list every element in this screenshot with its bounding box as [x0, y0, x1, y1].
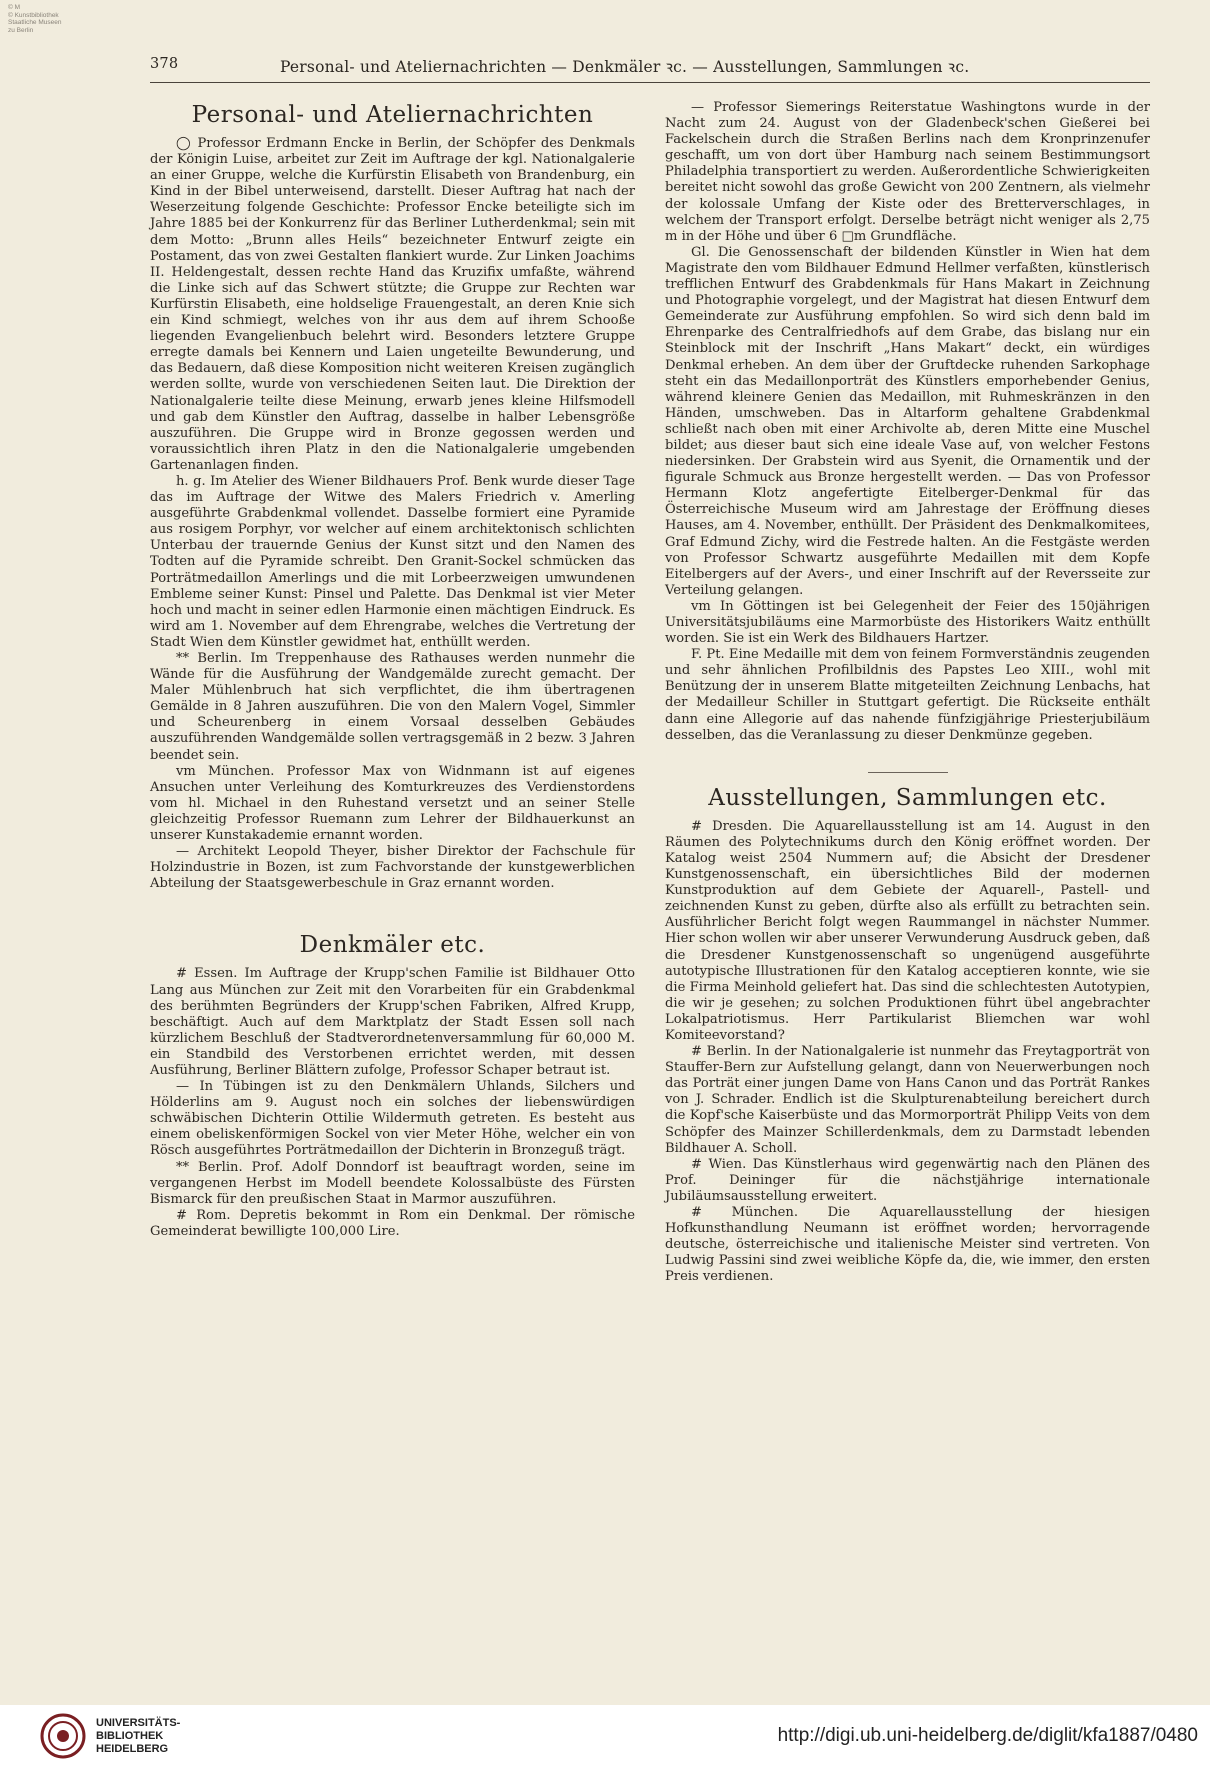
library-name: [96, 1717, 180, 1756]
article-paragraph: Gl. Die Genossenschaft der bildenden Künstler in Wien hat dem Magistrate den vom Bildhauer Edmund Hellmer verfaßten, künstlerisch trefflichen Entwurf des Grabdenkmals für Hans Makart in Zeichnung und Photographie vorgelegt, und der Magistrat hat diesen Entwurf dem Gemeinderate zur Ausführung empfohlen. So wird sich denn bald im Ehrenparke des Centralfriedhofs auf dem Grabe, das bislang nur ein Steinblock mit der Inschrift „Hans Makart“ deckt, ein würdiges Denkmal erheben. An dem über der Gruftdecke ruhenden Sarkophage steht ein das Medaillonporträt des Künstlers emporhebender Genius, während kleinere Genien das Medaillon, mit Ruhmeskränzen in den Händen, umschweben. Das in Altarform gehaltene Grabdenkmal schließt nach oben mit einer Archivolte ab, deren Mitte eine Muschel bildet; aus dieser baut sich eine ideale Vase auf, von welcher Festons niedersinken. Der Grabstein wird aus Syenit, die Ornamentik und der figurale Schmuck aus Bronze hergestellt werden. — Das von Professor Hermann Klotz angefertigte Eitelberger-Denkmal für das Österreichische Museum wird am Jahrestage der Eröffnung dieses Hauses, am 4. November, enthüllt. Der Präsident des Denkmalkomitees, Graf Edmund Zichy, wird die Festrede halten. An die Festgäste werden von Professor Schwartz ausgeführte Medaillen mit dem Kopfe Eitelbergers auf der Avers-, und einer Inschrift auf der Reversseite zur Verteilung gelangen.: [665, 244, 1150, 598]
stamp-line: Staatliche Museen: [8, 19, 62, 26]
article-paragraph: h. g. Im Atelier des Wiener Bildhauers Prof. Benk wurde dieser Tage das im Auftrage der Witwe des Malers Friedrich v. Amerling ausgeführte Grabdenkmal vollendet. Dasselbe formiert eine Pyramide aus rosigem Porphyr, vor welcher auf einem architektonisch schlichten Unterbau der trauernde Genius der Kunst sitzt und den Namen des Todten auf die Pyramide schreibt. Den Granit-Sockel schmücken das Porträtmedaillon Amerlings und die mit Lorbeerzweigen umwundenen Embleme seiner Kunst: Pinsel und Palette. Das Denkmal ist vier Meter hoch und macht in seiner edlen Harmonie einen mächtigen Eindruck. Es wird am 1. November auf dem Ehrengrabe, welches die Vertretung der Stadt Wien dem Künstler gewidmet hat, enthüllt werden.: [150, 473, 635, 650]
section-heading-personal: Personal- und Ateliernachrichten: [191, 102, 594, 128]
article-paragraph: — Professor Siemerings Reiterstatue Washingtons wurde in der Nacht zum 24. August von der Gladenbeck'schen Gießerei bei Fackelschein durch die Straßen Berlins nach dem Kronprinzenufer geschafft, um von dort über Hamburg nach seinem Bestimmungsort Philadelphia transportiert zu werden. Außerordentliche Schwierigkeiten bereitet nicht sowohl das große Gewicht von 200 Zentnern, als vielmehr der kolossale Umfang der Kiste oder des Bretterverschlages, in welchem der Transport erfolgt. Derselbe beträgt nicht weniger als 2,75 m in der Höhe und über 6 □m Grundfläche.: [665, 100, 1150, 244]
stamp-line: © Kunstbibliothek: [8, 11, 59, 19]
article-paragraph: # München. Die Aquarellausstellung der hiesigen Hofkunsthandlung Neumann ist eröffnet worden; hervorragende deutsche, österreichische und italienische Meister sind vertreten. Von Ludwig Passini sind zwei weibliche Köpfe da, die, wie immer, den ersten Preis verdienen.: [665, 1205, 1150, 1285]
university-seal-icon: [40, 1713, 86, 1759]
left-column: [150, 100, 635, 1240]
article-paragraph: F. Pt. Eine Medaille mit dem von feinem Formverständnis zeugenden und sehr ähnlichen Profilbildnis des Papstes Leo XIII., wohl mit Benützung der in unserem Blatte mitgeteilten Zeichnung Lenbachs, hat der Medailleur Schiller in Stuttgart gefertigt. Die Rückseite enthält dann eine Allegorie auf das nahende fünfzigjährige Priesterjubiläum desselben, das die Veranlassung zu dieser Denkmünze gegeben.: [665, 647, 1150, 743]
header-rule: [150, 82, 1150, 83]
stamp-line: zu Berlin: [8, 26, 34, 34]
article-paragraph: ◯ Professor Erdmann Encke in Berlin, der Schöpfer des Denkmals der Königin Luise, arbeitet zur Zeit im Auftrage der kgl. Nationalgalerie an einer Gruppe, welche die Kurfürstin Elisabeth von Brandenburg, ein Kind in der Bibel unterweisend, darstellt. Dieser Auftrag hat nach der Weserzeitung folgende Geschichte: Professor Encke beteiligte sich im Jahre 1885 bei der Konkurrenz für das Berliner Lutherdenkmal; sein mit dem Motto: „Brunn alles Heils“ bezeichneter Entwurf zeigte ein Postament, das von zwei Gestalten flankiert wurde. Zur Linken Joachims II. Heldengestalt, dessen rechte Hand das Kruzifix umfaßte, während die Linke sich auf das Schwert stützte; die Gruppe zur Rechten war Kurfürstin Elisabeth, eine holdselige Frauengestalt, an deren Knie sich ein Kind schmiegt, welches von ihr aus dem auf ihrem Schooße liegenden Evangelienbuch belehrt wird. Besonders letztere Gruppe erregte damals bei Kennern und Laien ungeteilte Bewunderung, und das Bedauern, daß diese Komposition nicht weiteren Kreisen zugänglich werden sollte, wurde von verschiedenen Seiten laut. Die Direktion der Nationalgalerie teilte diese Meinung, erwarb jenes kleine Hilfsmodell und gab dem Künstler den Auftrag, dasselbe in halber Lebensgröße auszuführen. Die Gruppe wird in Bronze gegossen werden und voraussichtlich ihren Platz in den die Nationalgalerie umgebenden Gartenanlagen finden.: [150, 136, 635, 473]
library-footer: [0, 1705, 1210, 1772]
article-paragraph: ** Berlin. Im Treppenhause des Rathauses werden nunmehr die Wände für die Ausführung der Wandgemälde zurecht gemacht. Der Maler Mühlenbruch hat sich verpflichtet, die ihm übertragenen Gemälde in 8 Jahren auszuführen. Die von den Malern Vogel, Simmler und Scheurenberg in einem Vorsaal desselben Gebäudes auszuführenden Wandgemälde sollen vertragsgemäß in 2 bezw. 3 Jahren beendet sein.: [150, 651, 635, 763]
article-paragraph: — In Tübingen ist zu den Denkmälern Uhlands, Silchers und Hölderlins am 9. August noch ein solches der liebenswürdigen schwäbischen Dichterin Ottilie Wildermuth getreten. Es besteht aus einem obeliskenförmigen Sockel von vier Meter Höhe, welcher ein von Rösch ausgeführtes Porträtmedaillon der Dichterin in Bronzeguß trägt.: [150, 1079, 635, 1159]
document-page: [150, 52, 1150, 1612]
library-name-line: HEIDELBERG: [96, 1743, 169, 1755]
article-paragraph: # Rom. Depretis bekommt in Rom ein Denkmal. Der römische Gemeinderat bewilligte 100,000 Lire.: [150, 1207, 635, 1239]
section-heading-denkmaeler: Denkmäler etc.: [299, 932, 486, 959]
running-header: [150, 52, 1150, 80]
section-heading-ausstellungen: Ausstellungen, Sammlungen etc.: [708, 784, 1107, 811]
article-paragraph: # Essen. Im Auftrage der Krupp'schen Familie ist Bildhauer Otto Lang aus München zur Zeit mit den Vorarbeiten für ein Grabdenkmal des berühmten Begründers der Krupp'schen Fabriken, Alfred Krupp, beschäftigt. Auch auf dem Marktplatz der Stadt Essen soll nach kürzlichem Beschluß der Stadtverordnetenversammlung für 60,000 M. ein Standbild des Verstorbenen errichtet werden, mit dessen Ausführung, Berliner Blättern zufolge, Professor Schaper betraut ist.: [150, 966, 635, 1078]
article-paragraph: vm München. Professor Max von Widnmann ist auf eigenes Ansuchen unter Verleihung des Komturkreuzes des Verdienstordens vom hl. Michael in den Ruhestand versetzt und an seiner Stelle gleichzeitig Professor Ruemann zum Lehrer der Bildhauerkunst an unserer Kunstakademie ernannt worden.: [150, 763, 635, 844]
article-paragraph: vm In Göttingen ist bei Gelegenheit der Feier des 150jährigen Universitätsjubiläums eine Marmorbüste des Historikers Waitz enthüllt worden. Sie ist ein Werk des Bildhauers Hartzer.: [665, 598, 1150, 647]
running-title: Personal- und Ateliernachrichten — Denkmäler ꝛc. — Ausstellungen, Sammlungen ꝛc.: [280, 58, 970, 76]
copyright-stamp: [8, 4, 78, 34]
stamp-line: © M: [8, 4, 21, 11]
page-number: 378: [150, 56, 179, 72]
article-paragraph: — Architekt Leopold Theyer, bisher Direktor der Fachschule für Holzindustrie in Bozen, ist zum Fachvorstande der kunstgewerblichen Abteilung der Staatsgewerbeschule in Graz ernannt worden.: [150, 844, 635, 892]
right-column: [665, 100, 1150, 1285]
library-name-line: BIBLIOTHEK: [96, 1730, 164, 1742]
article-paragraph: ** Berlin. Prof. Adolf Donndorf ist beauftragt worden, seine im vergangenen Herbst im Modell beendete Kolossalbüste des Fürsten Bismarck für den preußischen Staat in Marmor auszuführen.: [150, 1159, 635, 1207]
article-paragraph: # Wien. Das Künstlerhaus wird gegenwärtig nach den Plänen des Prof. Deininger für die nächstjährige internationale Jubiläumsausstellung erweitert.: [665, 1156, 1150, 1204]
article-paragraph: # Berlin. In der Nationalgalerie ist nunmehr das Freytagporträt von Stauffer-Bern zur Aufstellung gelangt, dann von Neuerwerbungen noch das Porträt einer jungen Dame von Hans Canon und das Porträt Rankes von J. Schrader. Endlich ist die Skulpturenabteilung bereichert durch die Kopf'sche Kaiserbüste und das Mormorporträt Philipp Veits von dem Schöpfer des Mainzer Schillerdenkmals, dem zu Darmstadt lebenden Bildhauer A. Scholl.: [665, 1044, 1150, 1156]
section-divider: [868, 772, 948, 773]
library-name-line: UNIVERSITÄTS-: [96, 1717, 181, 1729]
article-paragraph: # Dresden. Die Aquarellausstellung ist am 14. August in den Räumen des Polytechnikums durch den König eröffnet worden. Der Katalog weist 2504 Nummern auf; die Absicht der Dresdener Kunstgenossenschaft, ein übersichtliches Bild der modernen Kunstproduktion auf dem Gebiete der Aquarell-, Pastell- und zeichnenden Kunst zu geben, dürfte also als erfüllt zu betrachten sein. Ausführlicher Bericht folgt wegen Raummangel in nächster Nummer. Hier schon wollen wir aber unserer Verwunderung Ausdruck geben, daß die Dresdener Kunstgenossenschaft so ungenügend ausgeführte autotypische Illustrationen für den Katalog acceptieren konnte, wie sie die Firma Meinhold geliefert hat. Das sind die schlechtesten Autotypien, die wir je gesehen; zu solchen Produktionen führt übel angebrachter Lokalpatriotismus. Herr Partikularist Bliemchen war wohl Komiteevorstand?: [665, 818, 1150, 1043]
source-url-link[interactable]: http://digi.ub.uni-heidelberg.de/diglit/kfa1887/0480: [777, 1725, 1198, 1746]
